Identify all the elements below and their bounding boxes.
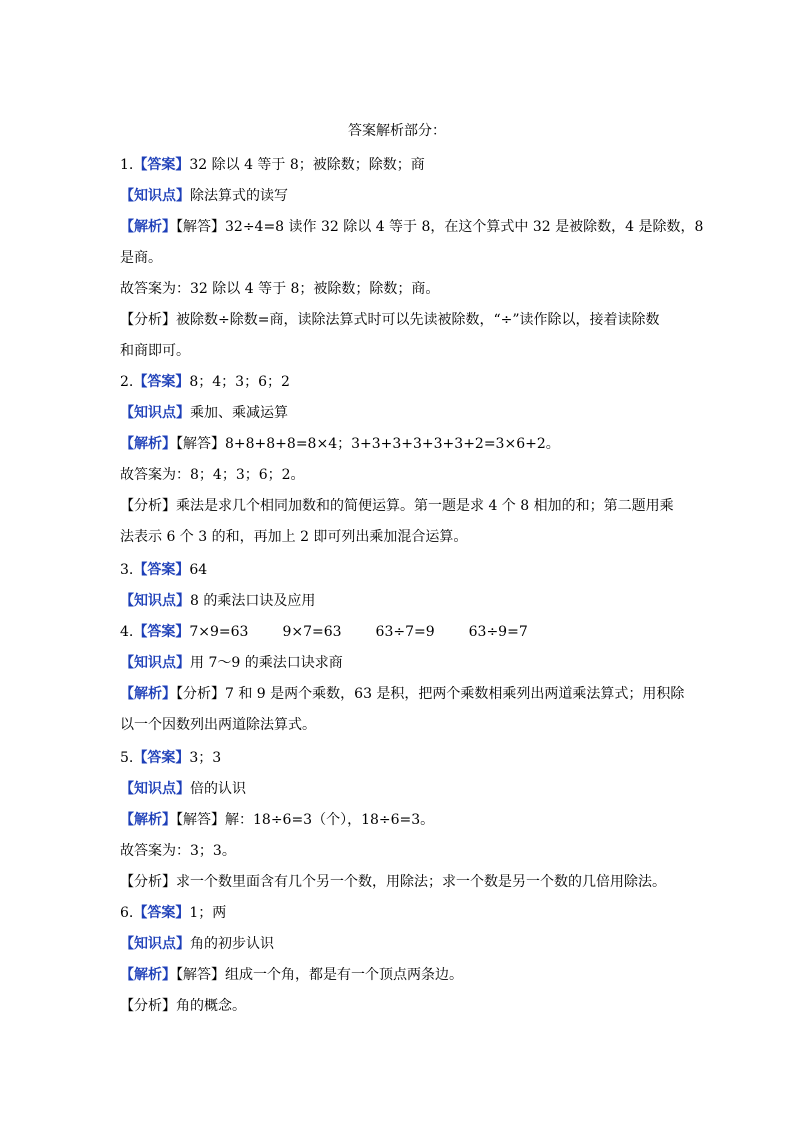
q5-explain: 解：18÷6=3（个），18÷6=3。 — [225, 812, 435, 828]
q2-analysis-line — [120, 497, 680, 515]
q4-answer-a: 7×9=63 — [189, 624, 249, 640]
q2-result: 故答案为：8；4；3；6；2。 — [120, 467, 305, 483]
page-title: 答案解析部分： — [348, 123, 446, 139]
q6-analysis-line — [120, 997, 680, 1015]
q5-answer-line — [120, 749, 680, 767]
q4-analysis-line-2 — [120, 716, 680, 734]
q1-answer-line — [120, 156, 680, 174]
analysis-tag: 【解析】 — [120, 436, 176, 452]
explain-tag: 【解答】 — [176, 219, 225, 235]
knowledge-tag: 【知识点】 — [120, 593, 190, 609]
knowledge-tag: 【知识点】 — [120, 655, 190, 671]
analysis-tag: 【解析】 — [120, 812, 176, 828]
q2-answer: 8；4；3；6；2 — [189, 374, 290, 390]
q5-result-line — [120, 842, 680, 860]
q4-answer-line — [120, 623, 680, 641]
think-tag: 【分析】 — [120, 312, 176, 328]
q6-knowledge: 角的初步认识 — [190, 936, 274, 952]
q2-answer-line — [120, 373, 680, 391]
q5-result: 故答案为：3；3。 — [120, 843, 236, 859]
explain-tag: 【解答】 — [176, 967, 225, 983]
q5-number: 5. — [120, 750, 134, 766]
q4-answer-b: 9×7=63 — [282, 624, 342, 640]
q6-explain-line — [120, 966, 680, 984]
analysis-tag: 【解析】 — [120, 967, 176, 983]
q5-analysis-line — [120, 873, 680, 891]
q2-explain-line — [120, 435, 680, 453]
q1-explain-line — [120, 218, 704, 236]
q4-analysis-line — [120, 685, 685, 703]
q5-analysis: 求一个数里面含有几个另一个数，用除法；求一个数是另一个数的几倍用除法。 — [176, 874, 666, 890]
q4-analysis-1: 7 和 9 是两个乘数，63 是积，把两个乘数相乘列出两道乘法算式；用积除 — [225, 686, 685, 702]
knowledge-tag: 【知识点】 — [120, 936, 190, 952]
q2-explain: 8+8+8+8=8×4；3+3+3+3+3+3+2=3×6+2。 — [225, 436, 560, 452]
explain-tag: 【解答】 — [176, 812, 225, 828]
q1-knowledge-line — [120, 187, 680, 205]
think-tag: 【分析】 — [120, 998, 176, 1014]
q5-knowledge: 倍的认识 — [190, 781, 246, 797]
knowledge-tag: 【知识点】 — [120, 781, 190, 797]
q1-analysis-2: 和商即可。 — [120, 343, 190, 359]
q5-knowledge-line — [120, 780, 680, 798]
answer-tag: 【答案】 — [133, 374, 190, 390]
q6-explain: 组成一个角，都是有一个顶点两条边。 — [225, 967, 463, 983]
think-tag: 【分析】 — [176, 686, 225, 702]
q3-knowledge-line — [120, 592, 680, 610]
q1-analysis-1: 被除数÷除数=商，读除法算式时可以先读被除数，“÷”读作除以，接着读除数 — [176, 312, 660, 328]
answer-tag: 【答案】 — [133, 562, 190, 578]
q2-analysis-2: 法表示 6 个 3 的和，再加上 2 即可列出乘加混合运算。 — [120, 529, 468, 545]
answer-tag: 【答案】 — [133, 750, 190, 766]
q1-explain-1: 32÷4=8 读作 32 除以 4 等于 8，在这个算式中 32 是被除数，4 是除数，8 — [225, 219, 704, 235]
q2-number: 2. — [120, 374, 134, 390]
q1-explain-line-2 — [120, 249, 680, 267]
q6-analysis: 角的概念。 — [176, 998, 246, 1014]
q1-explain-2: 是商。 — [120, 250, 162, 266]
q1-knowledge: 除法算式的读写 — [190, 188, 288, 204]
knowledge-tag: 【知识点】 — [120, 405, 190, 421]
think-tag: 【分析】 — [120, 498, 176, 514]
q2-result-line — [120, 466, 680, 484]
q2-knowledge: 乘加、乘减运算 — [190, 405, 288, 421]
q2-knowledge-line — [120, 404, 680, 422]
answer-tag: 【答案】 — [133, 157, 190, 173]
knowledge-tag: 【知识点】 — [120, 188, 190, 204]
q1-answer: 32 除以 4 等于 8；被除数；除数；商 — [189, 157, 425, 173]
q6-answer: 1；两 — [189, 905, 227, 921]
q3-number: 3. — [120, 562, 134, 578]
q1-analysis-line — [120, 311, 680, 329]
analysis-tag: 【解析】 — [120, 686, 176, 702]
q1-result: 故答案为：32 除以 4 等于 8；被除数；除数；商。 — [120, 281, 440, 297]
q4-answer-c: 63÷7=9 — [375, 624, 435, 640]
answer-tag: 【答案】 — [133, 624, 190, 640]
q6-answer-line — [120, 904, 680, 922]
q6-number: 6. — [120, 905, 134, 921]
q5-answer: 3；3 — [189, 750, 222, 766]
q4-analysis-2: 以一个因数列出两道除法算式。 — [120, 717, 316, 733]
q1-number: 1. — [120, 157, 134, 173]
q6-knowledge-line — [120, 935, 680, 953]
q2-analysis-1: 乘法是求几个相同加数和的简便运算。第一题是求 4 个 8 相加的和；第二题用乘 — [176, 498, 674, 514]
answer-tag: 【答案】 — [133, 905, 190, 921]
q3-knowledge: 8 的乘法口诀及应用 — [190, 593, 316, 609]
q4-answer-d: 63÷9=7 — [468, 624, 528, 640]
explain-tag: 【解答】 — [176, 436, 225, 452]
q4-number: 4. — [120, 624, 134, 640]
analysis-tag: 【解析】 — [120, 219, 176, 235]
q5-explain-line — [120, 811, 680, 829]
q4-knowledge-line — [120, 654, 680, 672]
q2-analysis-line-2 — [120, 528, 680, 546]
q1-result-line — [120, 280, 680, 298]
q1-analysis-line-2 — [120, 342, 680, 360]
q3-answer-line — [120, 561, 680, 579]
think-tag: 【分析】 — [120, 874, 176, 890]
q4-knowledge: 用 7～9 的乘法口诀求商 — [190, 655, 343, 671]
q3-answer: 64 — [189, 562, 208, 578]
